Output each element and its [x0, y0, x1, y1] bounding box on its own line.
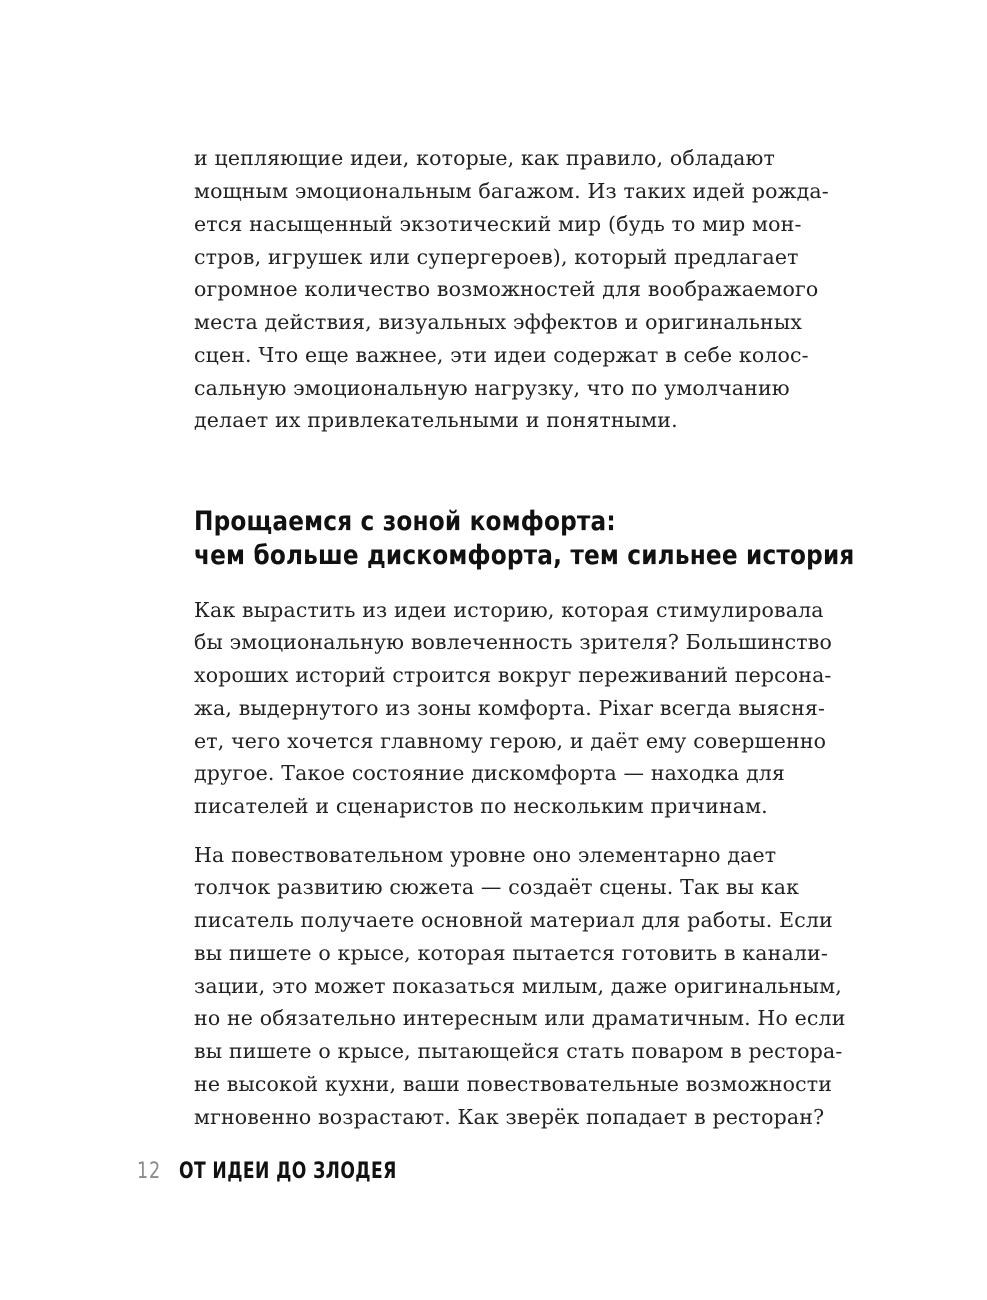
text-line: огромное количество возможностей для воображаемого	[194, 277, 819, 301]
text-line: писателей и сценаристов по нескольким причинам.	[194, 794, 768, 818]
text-line: толчок развитию сюжета — создаёт сцены. Так вы как	[194, 875, 800, 899]
text-line: стров, игрушек или супергероев), который предлагает	[194, 245, 799, 269]
text-line: хороших историй строится вокруг переживаний персона-	[194, 663, 832, 687]
text-line: сальную эмоциональную нагрузку, что по умолчанию	[194, 376, 790, 400]
text-line: места действия, визуальных эффектов и оригинальных	[194, 310, 803, 334]
text-line: сцен. Что еще важнее, эти идеи содержат в себе колос-	[194, 343, 809, 367]
text-line: другое. Такое состояние дискомфорта — находка для	[194, 761, 786, 785]
text-line: бы эмоциональную вовлеченность зрителя? Большинство	[194, 630, 832, 654]
text-line: зации, это может показаться милым, даже оригинальным,	[194, 974, 842, 998]
text-line: жа, выдернутого из зоны комфорта. Pixar всегда выясня-	[194, 696, 826, 720]
text-line: На повествовательном уровне оно элементарно дает	[194, 843, 777, 867]
text-line: Как вырастить из идеи историю, которая стимулировала	[194, 598, 824, 622]
text-line: мгновенно возрастают. Как зверёк попадает в ресторан?	[194, 1105, 825, 1129]
text-line: но не обязательно интересным или драматичным. Но если	[194, 1006, 846, 1030]
page-footer	[137, 1155, 458, 1187]
heading-line: Прощаемся с зоной комфорта:	[194, 506, 616, 537]
text-line: и цепляющие идеи, которые, как правило, обладают	[194, 146, 776, 170]
text-line: вы пишете о крысе, которая пытается готовить в канали-	[194, 941, 828, 965]
text-line: ется насыщенный экзотический мир (будь то мир мон-	[194, 212, 802, 236]
text-line: ет, чего хочется главному герою, и даёт ему совершенно	[194, 729, 827, 753]
text-line: делает их привлекательными и понятными.	[194, 408, 678, 432]
running-title: ОТ ИДЕИ ДО ЗЛОДЕЯ	[179, 1158, 397, 1184]
page-number: 12	[137, 1158, 161, 1184]
text-line: не высокой кухни, ваши повествовательные возможности	[194, 1072, 833, 1096]
heading-line: чем больше дискомфорта, тем сильнее история	[194, 540, 855, 571]
text-line: вы пишете о крысе, пытающейся стать поваром в рестора-	[194, 1039, 843, 1063]
text-line: писатель получаете основной материал для работы. Если	[194, 908, 833, 932]
text-line: мощным эмоциональным багажом. Из таких идей рожда-	[194, 179, 829, 203]
